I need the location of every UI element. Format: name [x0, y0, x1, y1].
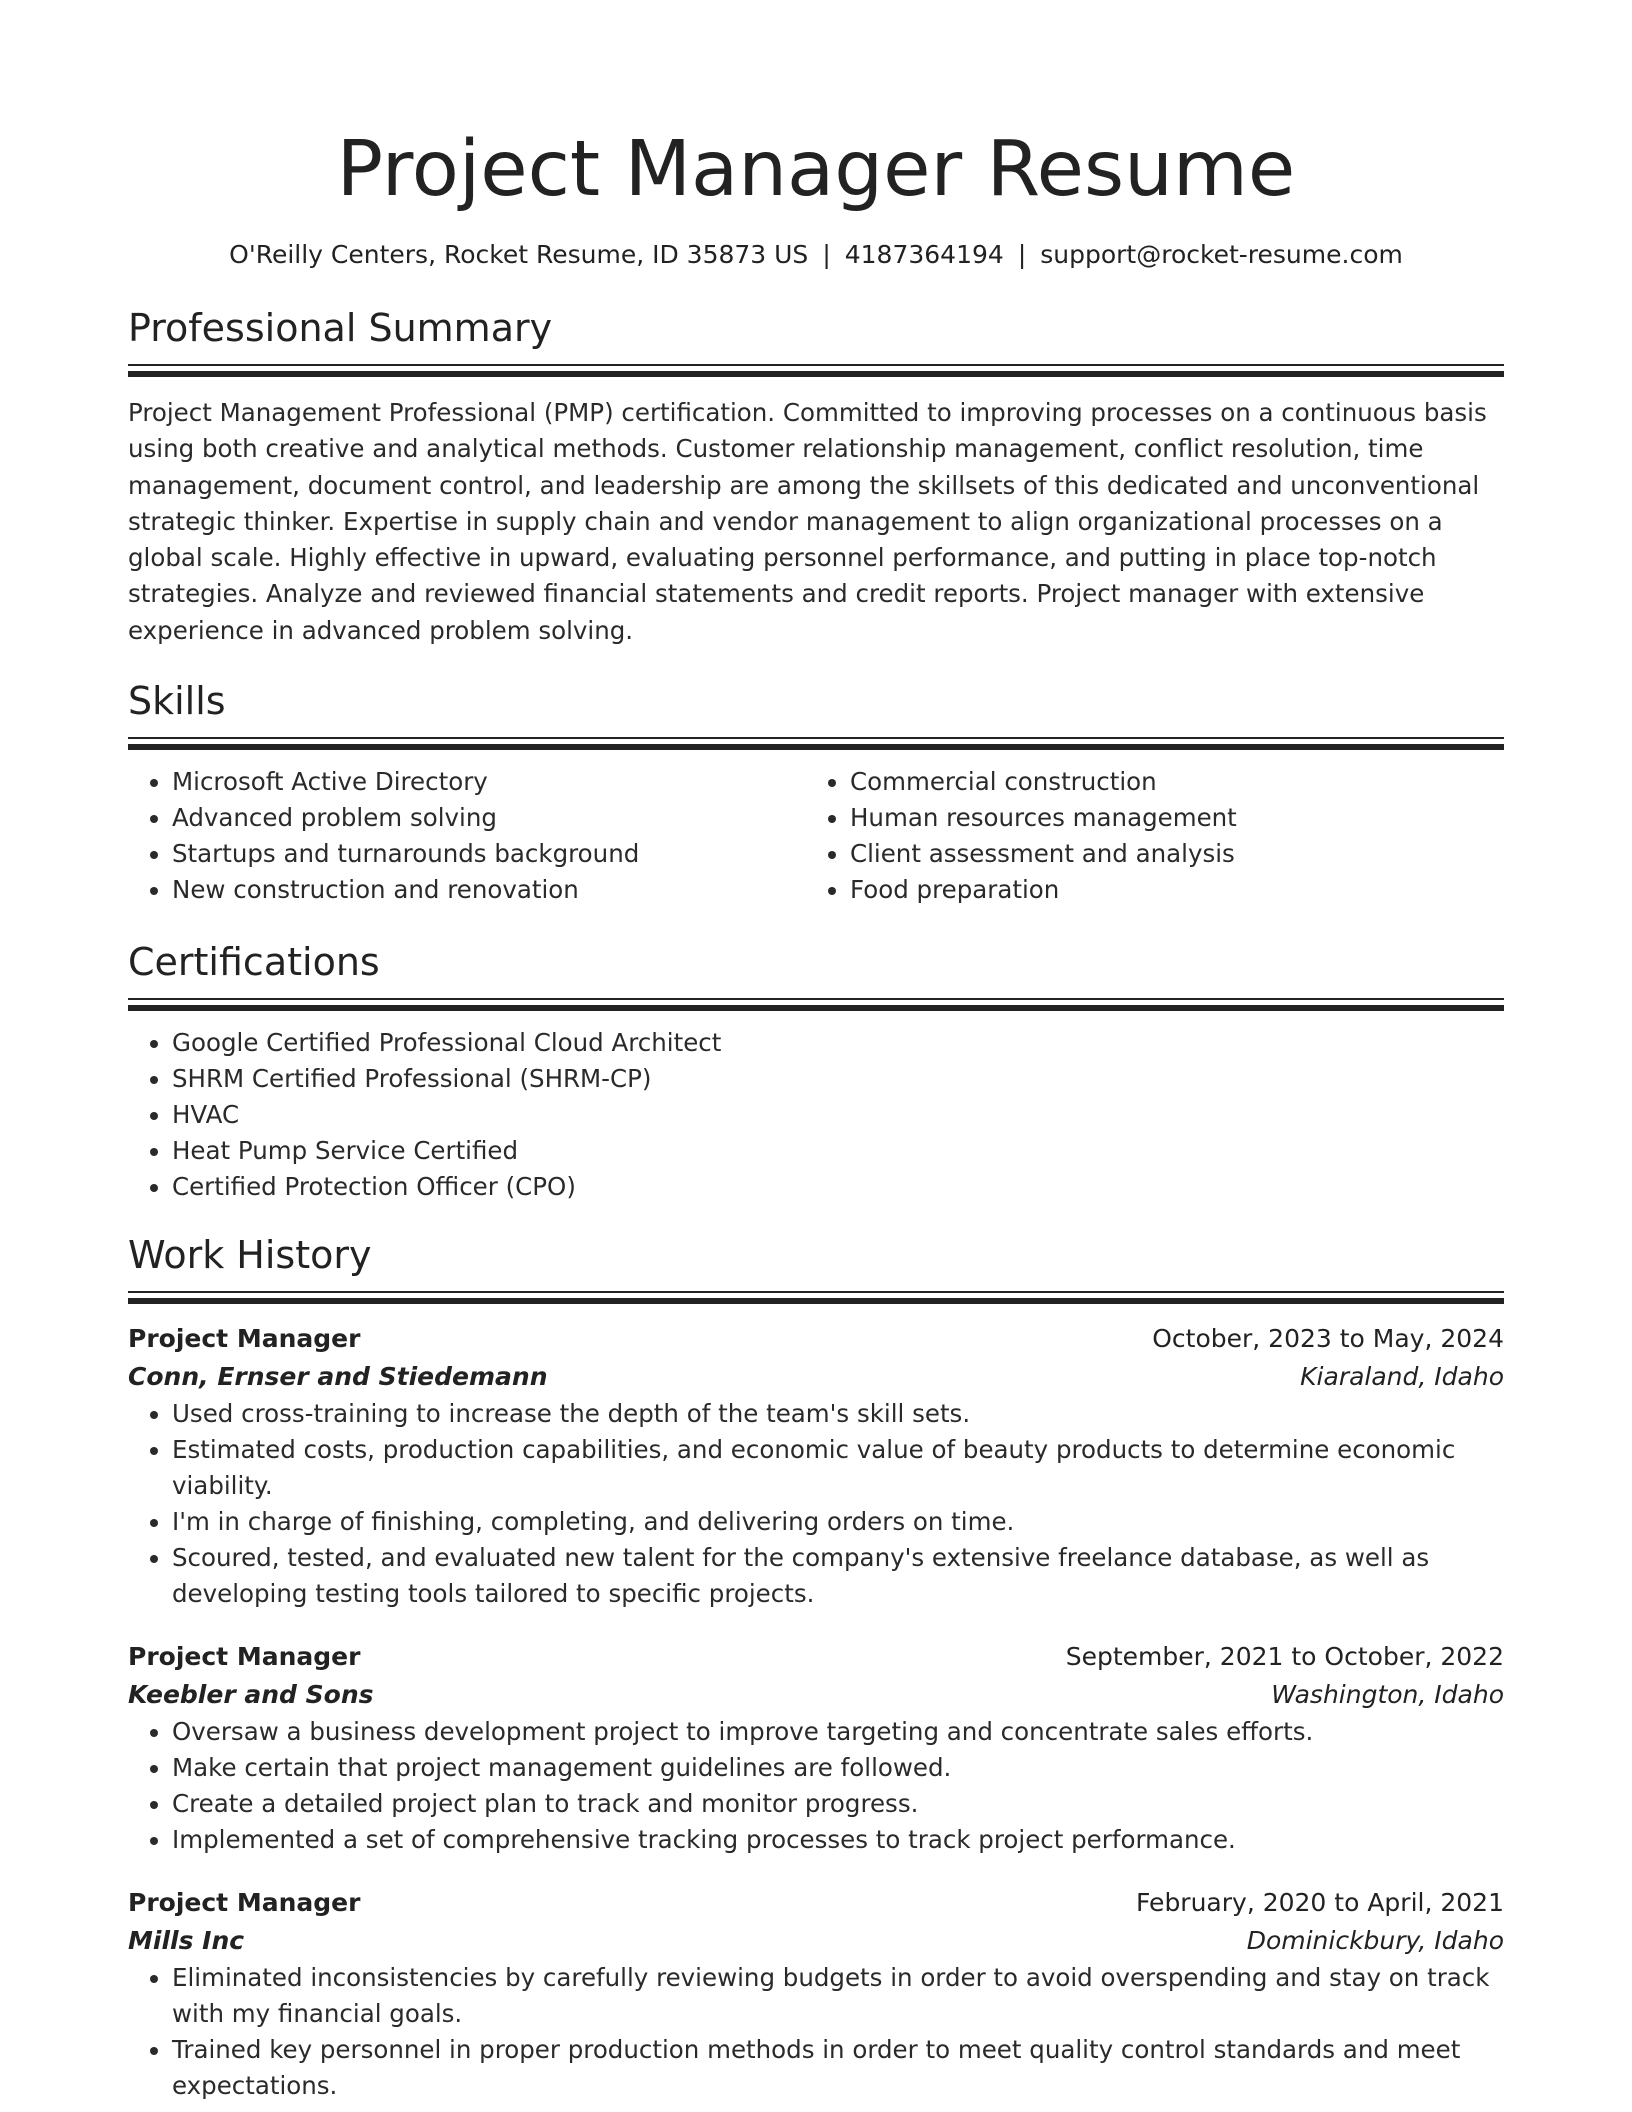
contact-separator: | — [822, 240, 831, 269]
job-dates: October, 2023 to May, 2024 — [1152, 1324, 1504, 1354]
job-entry — [128, 1638, 1504, 1858]
skill-item: • New construction and renovation — [172, 872, 806, 908]
certification-item: • SHRM Certified Professional (SHRM-CP) — [172, 1061, 1504, 1097]
skills-grid — [128, 764, 1504, 908]
section-divider — [128, 1291, 1504, 1304]
job-title: Project Manager — [128, 1888, 361, 1918]
skills-column-right — [806, 764, 1484, 908]
skills-list-right — [806, 764, 1484, 908]
job-dates: February, 2020 to April, 2021 — [1136, 1888, 1504, 1918]
job-bullet: • Estimated costs, production capabilities, and economic value of beauty products to determine economic viability. — [172, 1432, 1504, 1504]
job-bullets — [128, 1396, 1504, 1612]
summary-section — [128, 304, 1504, 649]
certifications-list — [128, 1025, 1504, 1205]
job-bullet: • Make certain that project management guidelines are followed. — [172, 1750, 1504, 1786]
job-location: Washington, Idaho — [1271, 1680, 1504, 1710]
certification-item: • Certified Protection Officer (CPO) — [172, 1169, 1504, 1205]
job-subheader — [128, 1922, 1504, 1960]
job-bullet: • Implemented a set of comprehensive tracking processes to track project performance. — [172, 1822, 1504, 1858]
job-title: Project Manager — [128, 1642, 361, 1672]
job-company: Keebler and Sons — [128, 1680, 374, 1710]
page-title: Project Manager Resume — [336, 125, 1296, 214]
skill-item: • Human resources management — [850, 800, 1484, 836]
contact-separator: | — [1017, 240, 1027, 269]
job-bullet: • Oversaw a business development project to improve targeting and concentrate sales efforts. — [172, 1714, 1504, 1750]
section-divider — [128, 364, 1504, 377]
job-company: Conn, Ernser and Stiedemann — [128, 1362, 548, 1392]
skill-item: • Commercial construction — [850, 764, 1484, 800]
skill-item: • Startups and turnarounds background — [172, 836, 806, 872]
skills-section — [128, 677, 1504, 908]
job-bullet: • Create a detailed project plan to track and monitor progress. — [172, 1786, 1504, 1822]
resume-page — [128, 0, 1504, 2104]
job-bullets — [128, 1960, 1504, 2104]
work-history-section — [128, 1231, 1504, 2104]
job-bullet: • Scoured, tested, and evaluated new talent for the company's extensive freelance database, as well as developing testing tools tailored to specific projects. — [172, 1540, 1504, 1612]
job-location: Dominickbury, Idaho — [1246, 1926, 1504, 1956]
job-header — [128, 1320, 1504, 1358]
skill-item: • Microsoft Active Directory — [172, 764, 806, 800]
skills-list-left — [128, 764, 806, 908]
job-title: Project Manager — [128, 1324, 361, 1354]
certification-item: • Google Certified Professional Cloud Architect — [172, 1025, 1504, 1061]
job-bullet: • Used cross-training to increase the depth of the team's skill sets. — [172, 1396, 1504, 1432]
contact-line — [128, 238, 1504, 272]
skill-item: • Advanced problem solving — [172, 800, 806, 836]
certification-item: • HVAC — [172, 1097, 1504, 1133]
job-subheader — [128, 1358, 1504, 1396]
job-bullet: • Eliminated inconsistencies by carefully reviewing budgets in order to avoid overspending and stay on track with my financial goals. — [172, 1960, 1504, 2032]
job-header — [128, 1638, 1504, 1676]
skill-item: • Food preparation — [850, 872, 1484, 908]
contact-email: support@rocket-resume.com — [1040, 240, 1403, 269]
section-divider — [128, 998, 1504, 1011]
contact-phone: 4187364194 — [844, 240, 1004, 269]
summary-heading: Professional Summary — [128, 306, 553, 350]
skills-column-left — [128, 764, 806, 908]
certification-item: • Heat Pump Service Certified — [172, 1133, 1504, 1169]
job-entry — [128, 1320, 1504, 1612]
job-subheader — [128, 1676, 1504, 1714]
job-header — [128, 1884, 1504, 1922]
summary-text: Project Management Professional (PMP) certification. Committed to improving processes on a continuous basis using both creative and analytical methods. Customer relationship management, conflict resolution, time management, document control, and leadership are among the skillsets of this dedicated and unconventional strategic thinker. Expertise in supply chain and vendor management to align organizational processes on a global scale. Highly effective in upward, evaluating personnel performance, and putting in place top-notch strategies. Analyze and reviewed financial statements and credit reports. Project manager with extensive experience in advanced problem solving. — [128, 398, 1487, 645]
contact-address: O'Reilly Centers, Rocket Resume, ID 35873 US — [229, 240, 809, 269]
certifications-section — [128, 938, 1504, 1205]
job-company: Mills Inc — [128, 1926, 245, 1956]
job-bullet: • Trained key personnel in proper production methods in order to meet quality control standards and meet expectations. — [172, 2032, 1504, 2104]
section-divider — [128, 737, 1504, 750]
work-history-heading: Work History — [128, 1233, 372, 1278]
job-bullets — [128, 1714, 1504, 1858]
job-bullet: • I'm in charge of finishing, completing, and delivering orders on time. — [172, 1504, 1504, 1540]
job-location: Kiaraland, Idaho — [1300, 1362, 1504, 1392]
job-entry — [128, 1884, 1504, 2104]
skill-item: • Client assessment and analysis — [850, 836, 1484, 872]
skills-heading: Skills — [128, 679, 226, 724]
job-dates: September, 2021 to October, 2022 — [1065, 1642, 1504, 1672]
certifications-heading: Certifications — [128, 940, 380, 985]
